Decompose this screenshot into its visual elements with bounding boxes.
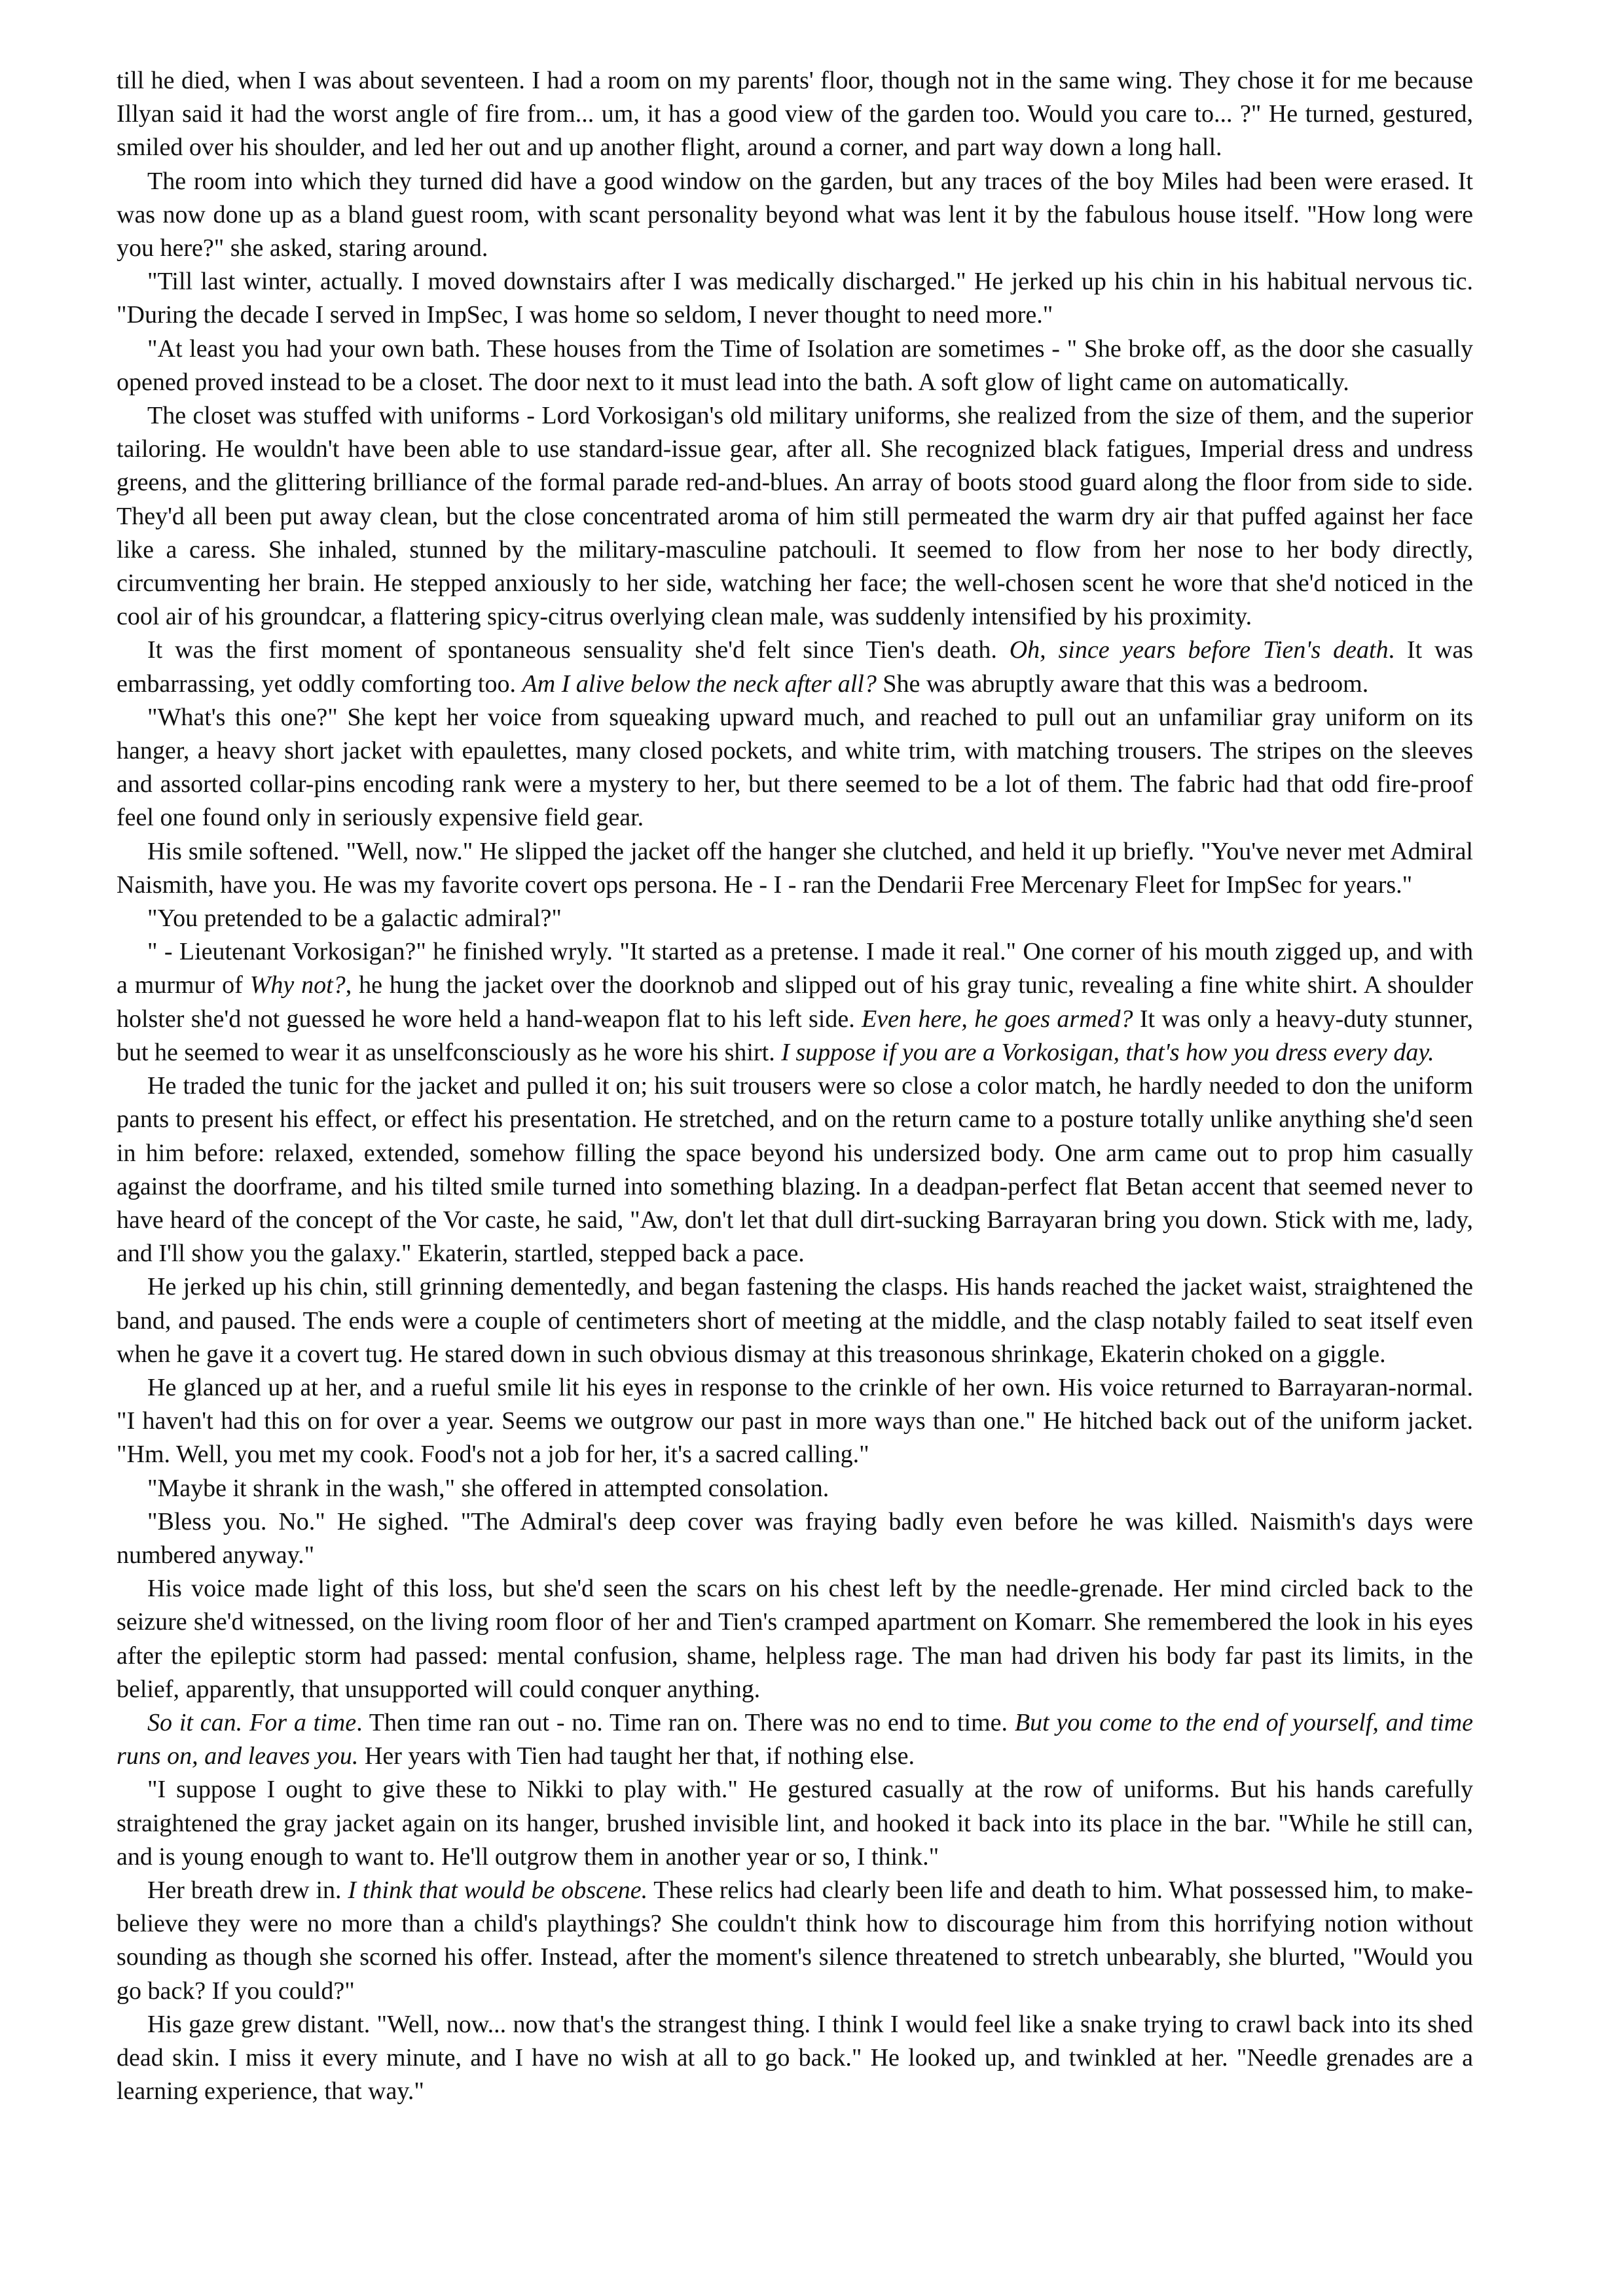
- text-run: "Maybe it shrank in the wash," she offered in attempted consolation.: [147, 1474, 830, 1502]
- page-text: [117, 64, 1473, 2108]
- paragraph: [117, 1572, 1473, 1706]
- paragraph: [117, 2008, 1473, 2109]
- text-run: Her years with Tien had taught her that, if nothing else.: [358, 1742, 915, 1770]
- text-run: It was only a heavy-duty stunner, but he seemed to wear it as unselfconsciously as he wore his shirt.: [117, 1005, 1474, 1066]
- text-run: It was the first moment of spontaneous sensuality she'd felt since Tien's death.: [147, 636, 1010, 664]
- paragraph: [117, 399, 1473, 634]
- paragraph: [117, 701, 1473, 835]
- paragraph: [117, 332, 1473, 399]
- text-run: His smile softened. "Well, now." He slipped the jacket off the hanger she clutched, and held it up briefly. "You've never met Admiral Naismith, have you. He was my favorite covert ops persona. He - I - ran the Dendarii Free Mercenary Fleet for ImpSec for years.": [117, 837, 1473, 899]
- text-run: . It was embarrassing, yet oddly comforting too.: [117, 636, 1474, 698]
- text-run: He glanced up at her, and a rueful smile lit his eyes in response to the crinkle of her own. His voice returned to Barrayaran-normal. "I haven't had this on for over a year. Seems we outgrow our past in more ways than one." He hitched back out of the uniform jacket. "Hm. Well, you met my cook. Food's not a job for her, it's a sacred calling.": [117, 1373, 1473, 1469]
- paragraph: [117, 634, 1473, 700]
- italic-run: Oh, since years before Tien's death: [1009, 636, 1389, 664]
- italic-run: But you come to the end of yourself, and time runs on, and leaves you.: [117, 1708, 1473, 1770]
- text-run: These relics had clearly been life and death to him. What possessed him, to make-believe they were no more than a child's playthings? She couldn't think how to discourage him from this horrifying notion without sounding as though she scorned his offer. Instead, after the moment's silence threatened to stretch unbearably, she blurted, "Would you go back? If you could?": [117, 1876, 1473, 2005]
- text-run: She was abruptly aware that this was a bedroom.: [876, 670, 1369, 698]
- paragraph: [117, 165, 1473, 266]
- text-run: "Bless you. No." He sighed. "The Admiral's deep cover was fraying badly even before he was killed. Naismith's days were numbered anyway.": [117, 1507, 1473, 1569]
- paragraph: [117, 265, 1473, 332]
- text-run: Her breath drew in.: [147, 1876, 348, 1904]
- text-run: "I suppose I ought to give these to Nikki to play with." He gestured casually at the row of uniforms. But his hands carefully straightened the gray jacket again on its hanger, brushed invisible lint, and hooked it back into its place in the bar. "While he still can, and is young enough to want to. He'll outgrow them in another year or so, I think.": [117, 1776, 1473, 1871]
- text-run: "At least you had your own bath. These houses from the Time of Isolation are sometimes - " She broke off, as the door she casually opened proved instead to be a closet. The door next to it must lead into the bath. A soft glow of light came on automatically.: [117, 334, 1473, 396]
- italic-run: Even here, he goes armed?: [862, 1005, 1133, 1033]
- paragraph: [117, 1706, 1473, 1773]
- paragraph: [117, 835, 1473, 902]
- text-run: "You pretended to be a galactic admiral?": [147, 905, 562, 933]
- text-run: The room into which they turned did have a good window on the garden, but any traces of the boy Miles had been were erased. It was now done up as a bland guest room, with scant personality beyond what was lent it by the fabulous house itself. "How long were you here?" she asked, staring around.: [117, 167, 1473, 262]
- paragraph: [117, 1472, 1473, 1505]
- paragraph: [117, 1505, 1473, 1572]
- paragraph: [117, 1371, 1473, 1472]
- text-run: His voice made light of this loss, but she'd seen the scars on his chest left by the needle-grenade. Her mind circled back to the seizure she'd witnessed, on the living room floor of her and Tien's cramped apartment on Komarr. She remembered the look in his eyes after the epileptic storm had passed: mental confusion, shame, helpless rage. The man had driven his body far past its limits, in the belief, apparently, that unsupported will could conquer anything.: [117, 1575, 1473, 1703]
- paragraph: [117, 1270, 1473, 1371]
- text-run: . Then time ran out - no. Time ran on. There was no end to time.: [356, 1708, 1015, 1736]
- italic-run: I think that would be obscene.: [348, 1876, 648, 1904]
- italic-run: So it can. For a time: [147, 1708, 357, 1736]
- paragraph: [117, 1069, 1473, 1270]
- paragraph: [117, 1874, 1473, 2008]
- paragraph: [117, 902, 1473, 935]
- paragraph: [117, 935, 1473, 1069]
- italic-run: Why not?: [249, 971, 346, 999]
- text-run: till he died, when I was about seventeen. I had a room on my parents' floor, though not in the same wing. They chose it for me because Illyan said it had the worst angle of fire from... um, it has a good view of the garden too. Would you care to... ?" He turned, gestured, smiled over his shoulder, and led her out and up another flight, around a corner, and part way down a long hall.: [117, 67, 1473, 162]
- text-run: He jerked up his chin, still grinning dementedly, and began fastening the clasps. His hands reached the jacket waist, straightened the band, and paused. The ends were a couple of centimeters short of meeting at the middle, and the clasp notably failed to seat itself even when he gave it a covert tug. He stared down in such obvious dismay at this treasonous shrinkage, Ekaterin choked on a giggle.: [117, 1273, 1473, 1368]
- text-run: "What's this one?" She kept her voice from squeaking upward much, and reached to pull out an unfamiliar gray uniform on its hanger, a heavy short jacket with epaulettes, many closed pockets, and white trim, with matching trousers. The stripes on the sleeves and assorted collar-pins encoding rank were a mystery to her, but there seemed to be a lot of them. The fabric had that odd fire-proof feel one found only in seriously expensive field gear.: [117, 703, 1473, 832]
- text-run: His gaze grew distant. "Well, now... now that's the strangest thing. I think I would feel like a snake trying to crawl back into its shed dead skin. I miss it every minute, and I have no wish at all to go back." He looked up, and twinkled at her. "Needle grenades are a learning experience, that way.": [117, 2010, 1473, 2106]
- paragraph: [117, 64, 1473, 165]
- text-run: The closet was stuffed with uniforms - Lord Vorkosigan's old military uniforms, she realized from the size of them, and the superior tailoring. He wouldn't have been able to use standard-issue gear, after all. She recognized black fatigues, Imperial dress and undress greens, and the glittering brilliance of the formal parade red-and-blues. An array of boots stood guard along the floor from side to side. They'd all been put away clean, but the close concentrated aroma of him still permeated the warm dry air that puffed against her face like a caress. She inhaled, stunned by the military-masculine patchouli. It seemed to flow from her nose to her body directly, circumventing her brain. He stepped anxiously to her side, watching her face; the well-chosen scent he wore that she'd noticed in the cool air of his groundcar, a flattering spicy-citrus overlying clean male, was suddenly intensified by his proximity.: [117, 402, 1473, 631]
- text-run: He traded the tunic for the jacket and pulled it on; his suit trousers were so close a color match, he hardly needed to don the uniform pants to present his effect, or effect his presentation. He stretched, and on the return came to a posture totally unlike anything she'd seen in him before: relaxed, extended, somehow filling the space beyond his undersized body. One arm came out to prop him casually against the doorframe, and his tilted smile turned into something blazing. In a deadpan-perfect flat Betan accent that seemed never to have heard of the concept of the Vor caste, he said, "Aw, don't let that dull dirt-sucking Barrayaran bring you down. Stick with me, lady, and I'll show you the galaxy." Ekaterin, startled, stepped back a pace.: [117, 1072, 1473, 1268]
- italic-run: I suppose if you are a Vorkosigan, that's how you dress every day.: [781, 1038, 1434, 1066]
- text-run: " - Lieutenant Vorkosigan?" he finished wryly. "It started as a pretense. I made it real." One corner of his mouth zigged up, and with a murmur of: [117, 938, 1473, 999]
- paragraph: [117, 1773, 1473, 1874]
- text-run: , he hung the jacket over the doorknob and slipped out of his gray tunic, revealing a fine white shirt. A shoulder holster she'd not guessed he wore held a hand-weapon flat to his left side.: [117, 971, 1474, 1033]
- italic-run: Am I alive below the neck after all?: [522, 670, 877, 698]
- text-run: "Till last winter, actually. I moved downstairs after I was medically discharged." He jerked up his chin in his habitual nervous tic. "During the decade I served in ImpSec, I was home so seldom, I never thought to need more.": [117, 268, 1473, 329]
